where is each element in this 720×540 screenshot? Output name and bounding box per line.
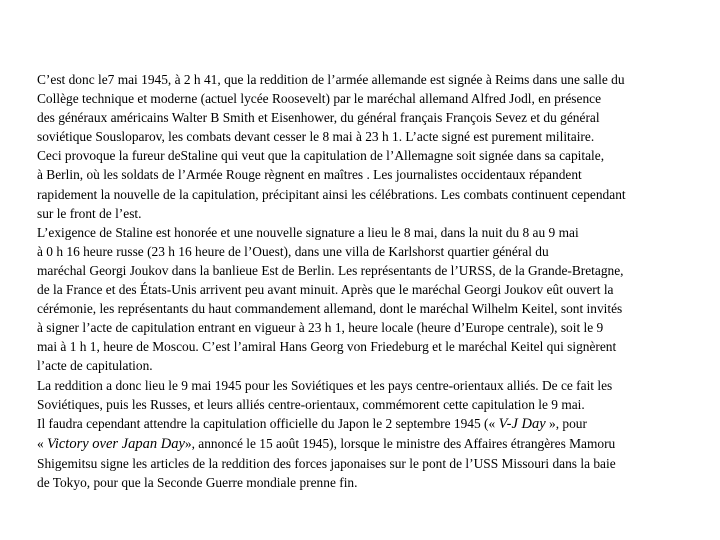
text-line: à Berlin, où les soldats de l’Armée Rouge règnent en maîtres . Les journalistes occidentaux répandent	[37, 167, 582, 183]
paragraph-staline	[37, 146, 705, 222]
paragraph-9-mai	[37, 376, 705, 414]
text-line: La reddition a donc lieu le 9 mai 1945 pour les Soviétiques et les pays centre-orientaux alliés. De ce fait les	[37, 377, 613, 393]
paragraph-reims	[37, 70, 705, 146]
text-line: à signer l’acte de capitulation entrant en vigueur à 23 h 1, heure locale (heure d’Europe centrale), soit le 9	[37, 320, 604, 336]
paragraph-berlin	[37, 223, 705, 376]
text-line: Shigemitsu signe les articles de la reddition des forces japonaises sur le pont de l’USS Missouri dans la baie	[37, 455, 616, 471]
text-line: sur le front de l’est.	[37, 205, 142, 221]
text-segment: », annoncé le 15 août 1945), lorsque le ministre des Affaires étrangères Mamoru	[184, 435, 616, 451]
text-line	[37, 434, 705, 454]
text-line: de Tokyo, pour que la Seconde Guerre mondiale prenne fin.	[37, 474, 358, 490]
text-line: cérémonie, les représentants du haut commandement allemand, dont le maréchal Wilhelm Keitel, sont invités	[37, 301, 623, 317]
text-line: à 0 h 16 heure russe (23 h 16 heure de l’Ouest), dans une villa de Karlshorst quartier général du	[37, 243, 549, 259]
text-line: C’est donc le7 mai 1945, à 2 h 41, que la reddition de l’armée allemande est signée à Reims dans une salle du	[37, 72, 625, 87]
text-line: rapidement la nouvelle de la capitulation, précipitant ainsi les célébrations. Les combats continuent cependant	[37, 186, 626, 202]
text-line: de la France et des États-Unis arrivent peu avant minuit. Après que le maréchal Georgi Joukov eût ouvert la	[37, 282, 614, 298]
text-segment: Il faudra cependant attendre la capitulation officielle du Japon le 2 septembre 1945 («	[37, 415, 499, 431]
vj-day-term: V-J Day	[498, 415, 546, 432]
text-line: L’exigence de Staline est honorée et une nouvelle signature a lieu le 8 mai, dans la nuit du 8 au 9 mai	[37, 224, 579, 240]
victory-over-japan-term: Victory over Japan Day	[47, 435, 185, 452]
document-body	[37, 70, 705, 492]
text-line: mai à 1 h 1, heure de Moscou. C’est l’amiral Hans Georg von Friedeburg et le maréchal Keitel qui signèrent	[37, 339, 617, 355]
text-line: Collège technique et moderne (actuel lycée Roosevelt) par le maréchal allemand Alfred Jodl, en présence	[37, 91, 602, 107]
paragraph-japon	[37, 414, 705, 492]
text-line: Ceci provoque la fureur deStaline qui veut que la capitulation de l’Allemagne soit signée dans sa capitale,	[37, 148, 605, 164]
text-line: Soviétiques, puis les Russes, et leurs alliés centre-orientaux, commémorent cette capitulation le 9 mai.	[37, 396, 585, 412]
text-line: maréchal Georgi Joukov dans la banlieue Est de Berlin. Les représentants de l’URSS, de la Grande-Bretagne,	[37, 262, 624, 278]
text-segment: », pour	[545, 415, 587, 431]
text-line: soviétique Sousloparov, les combats devant cesser le 8 mai à 23 h 1. L’acte signé est purement militaire.	[37, 129, 595, 145]
text-line: des généraux américains Walter B Smith et Eisenhower, du général français François Sevez et du général	[37, 110, 600, 126]
text-line: l’acte de capitulation.	[37, 358, 153, 374]
text-segment: «	[37, 435, 48, 451]
text-line	[37, 414, 705, 434]
